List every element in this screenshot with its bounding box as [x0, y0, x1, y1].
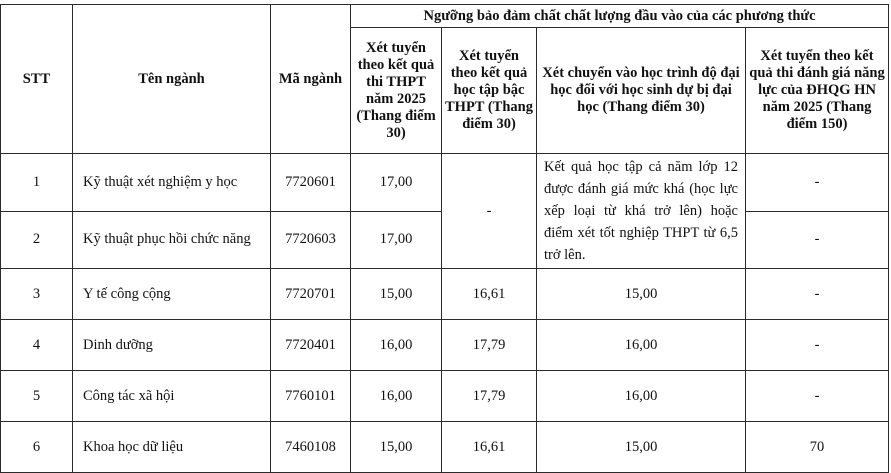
- cell-stt: 2: [1, 211, 73, 269]
- cell-ten-nganh: Khoa học dữ liệu: [73, 422, 271, 473]
- header-du-bi: Xét chuyển vào học trình độ đại học đối với học sinh dự bị đại học (Thang điểm 30): [537, 28, 746, 154]
- cell-dgnl: -: [746, 320, 889, 371]
- table-row: [1, 320, 889, 371]
- table-row: [1, 422, 889, 473]
- header-ten-nganh: Tên ngành: [73, 5, 271, 154]
- cell-thpt: 17,00: [351, 154, 442, 212]
- cell-ten-nganh: Kỹ thuật phục hồi chức năng: [73, 211, 271, 269]
- cell-thpt: 17,00: [351, 211, 442, 269]
- cell-ma-nganh: 7720701: [271, 269, 351, 320]
- cell-thpt: 15,00: [351, 422, 442, 473]
- cell-hoc-tap: 16,61: [442, 269, 537, 320]
- cell-ten-nganh: Kỹ thuật xét nghiệm y học: [73, 154, 271, 212]
- cell-thpt: 16,00: [351, 320, 442, 371]
- cell-hoc-tap: 17,79: [442, 371, 537, 422]
- cell-du-bi: 16,00: [537, 371, 746, 422]
- cell-dgnl: -: [746, 269, 889, 320]
- cell-stt: 1: [1, 154, 73, 212]
- cell-ma-nganh: 7720401: [271, 320, 351, 371]
- header-hoc-tap: Xét tuyển theo kết quả học tập bậc THPT (Thang điểm 30): [442, 28, 537, 154]
- header-thpt: Xét tuyển theo kết quả thi THPT năm 2025 (Thang điểm 30): [351, 28, 442, 154]
- header-ma-nganh: Mã ngành: [271, 5, 351, 154]
- cell-du-bi: 15,00: [537, 269, 746, 320]
- table-row: [1, 371, 889, 422]
- cell-stt: 5: [1, 371, 73, 422]
- cell-thpt: 16,00: [351, 371, 442, 422]
- table-row: [1, 154, 889, 212]
- header-group-title: Ngưỡng bảo đảm chất chất lượng đầu vào của các phương thức: [351, 5, 889, 28]
- cell-hoc-tap: -: [442, 154, 537, 269]
- cell-ma-nganh: 7720603: [271, 211, 351, 269]
- cell-dgnl: -: [746, 154, 889, 212]
- cell-ten-nganh: Công tác xã hội: [73, 371, 271, 422]
- admission-threshold-table-container: [0, 4, 889, 473]
- admission-threshold-table: [0, 4, 889, 473]
- cell-dgnl: -: [746, 211, 889, 269]
- cell-ma-nganh: 7720601: [271, 154, 351, 212]
- cell-stt: 4: [1, 320, 73, 371]
- header-stt: STT: [1, 5, 73, 154]
- cell-thpt: 15,00: [351, 269, 442, 320]
- cell-ma-nganh: 7760101: [271, 371, 351, 422]
- cell-hoc-tap: 17,79: [442, 320, 537, 371]
- cell-ten-nganh: Y tế công cộng: [73, 269, 271, 320]
- cell-du-bi: Kết quả học tập cả năm lớp 12 được đánh giá mức khá (học lực xếp loại từ khá trở lên) hoặc điểm xét tốt nghiệp THPT từ 6,5 trở lên.: [537, 154, 746, 269]
- cell-ma-nganh: 7460108: [271, 422, 351, 473]
- header-dgnl: Xét tuyển theo kết quả thi đánh giá năng lực của ĐHQG HN năm 2025 (Thang điểm 150): [746, 28, 889, 154]
- cell-hoc-tap: 16,61: [442, 422, 537, 473]
- table-row: [1, 269, 889, 320]
- cell-du-bi: 15,00: [537, 422, 746, 473]
- cell-ten-nganh: Dinh dưỡng: [73, 320, 271, 371]
- cell-stt: 6: [1, 422, 73, 473]
- cell-stt: 3: [1, 269, 73, 320]
- cell-dgnl: 70: [746, 422, 889, 473]
- cell-du-bi: 16,00: [537, 320, 746, 371]
- header-row-top: [1, 5, 889, 28]
- cell-dgnl: -: [746, 371, 889, 422]
